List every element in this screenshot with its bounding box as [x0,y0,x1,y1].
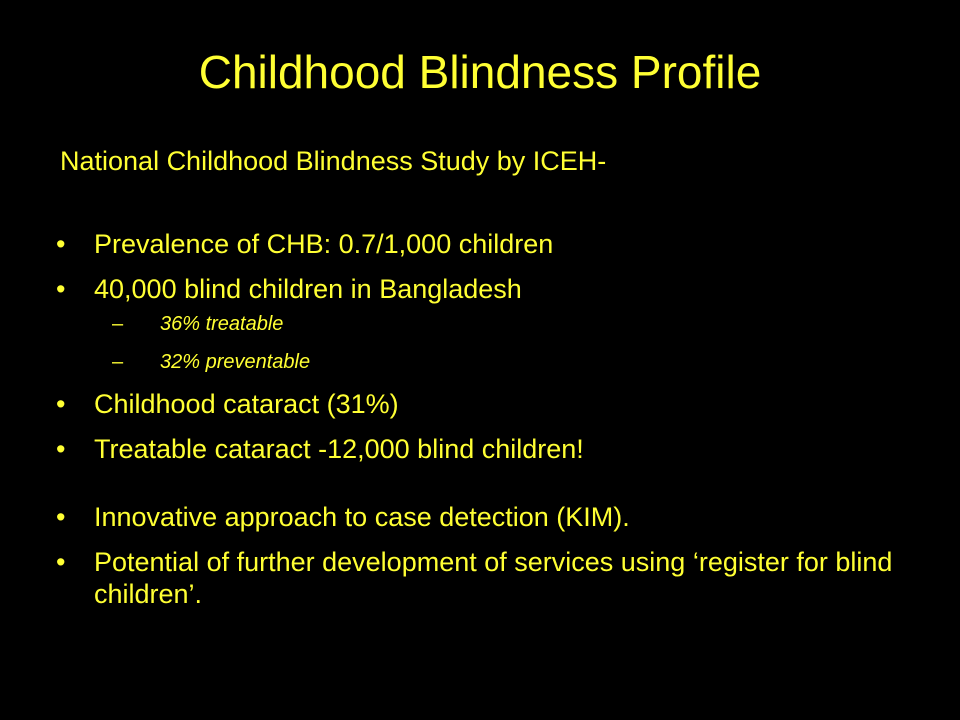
bullet-item [56,501,916,533]
bullet-item [56,433,916,465]
sub-bullet-item [112,312,916,336]
bullet-dot-icon: • [56,547,66,577]
bullet-text: Childhood cataract (31%) [94,389,399,419]
bullet-text: Treatable cataract -12,000 blind children! [94,434,584,464]
slide-title: Childhood Blindness Profile [198,46,762,98]
bullet-text: 40,000 blind children in Bangladesh [94,274,522,304]
sub-bullet-text: 32% preventable [160,351,311,373]
bullet-text: Prevalence of CHB: 0.7/1,000 children [94,229,554,259]
bullet-dot-icon: • [56,502,66,532]
bullet-item [56,546,916,610]
bullet-dot-icon: • [56,274,66,304]
bullet-dot-icon: • [56,229,66,259]
sub-bullet-item [112,350,916,374]
bullet-item [56,388,916,420]
bullet-item [56,273,916,374]
slide-subtitle: National Childhood Blindness Study by ICEH- [60,146,607,176]
bullet-text: Potential of further development of services using ‘register for blind children’. [94,547,893,609]
sub-bullet-list [94,312,916,374]
bullet-text: Innovative approach to case detection (KIM). [94,502,630,532]
bullet-dot-icon: • [56,389,66,419]
sub-bullet-text: 36% treatable [160,313,284,335]
sub-bullet-dash-icon: – [112,313,124,335]
sub-bullet-dash-icon: – [112,351,124,373]
bullet-list [56,228,916,623]
bullet-item [56,228,916,260]
bullet-dot-icon: • [56,434,66,464]
